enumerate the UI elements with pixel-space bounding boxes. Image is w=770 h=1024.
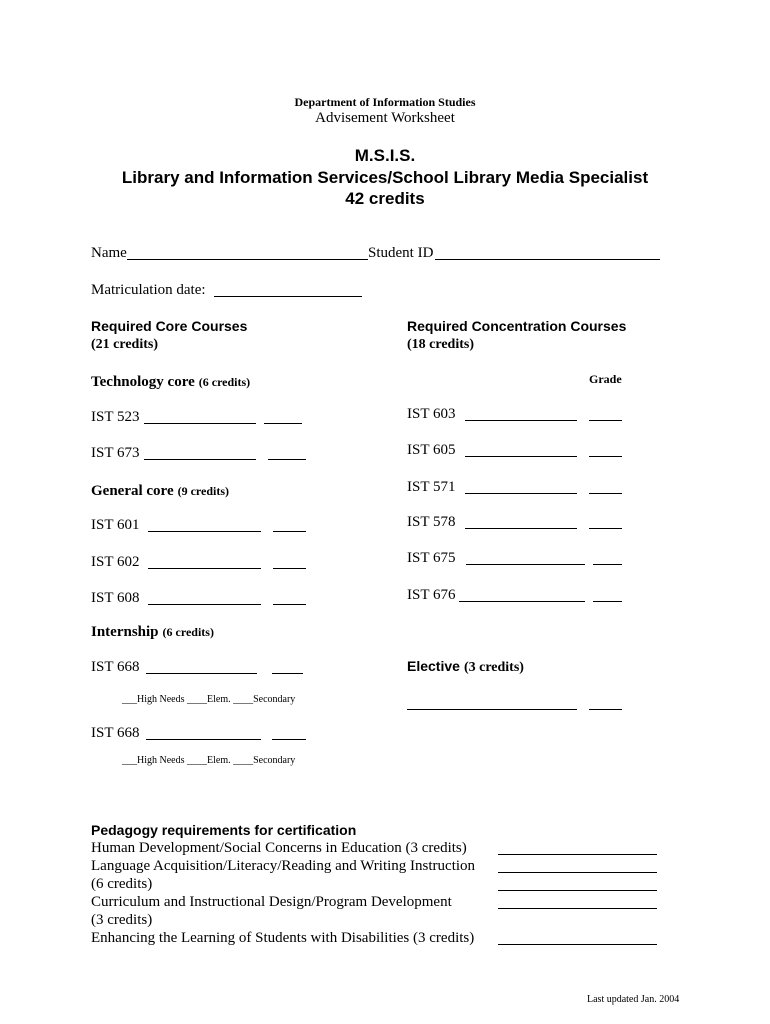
ist-602-grade-field[interactable]	[273, 568, 306, 569]
course-ist-676: IST 676	[407, 587, 456, 603]
ist-601-grade-field[interactable]	[273, 531, 306, 532]
course-ist-603: IST 603	[407, 406, 456, 422]
ist-668-b-grade-field[interactable]	[272, 739, 306, 740]
course-ist-668-a: IST 668	[91, 659, 140, 675]
elective-grade-field[interactable]	[589, 709, 622, 710]
ist-578-semester-field[interactable]	[465, 528, 577, 529]
ist-675-semester-field[interactable]	[466, 564, 585, 565]
course-ist-523: IST 523	[91, 409, 140, 425]
matriculation-field[interactable]	[214, 296, 362, 297]
pedagogy-blank-field[interactable]	[498, 890, 657, 891]
course-ist-605: IST 605	[407, 442, 456, 458]
ist-673-grade-field[interactable]	[268, 459, 306, 460]
technology-core-heading: Technology core (6 credits)	[91, 374, 251, 390]
course-ist-675: IST 675	[407, 550, 456, 566]
concentration-credits: (18 credits)	[407, 337, 474, 352]
internship-options-a: ___High Needs ____Elem. ____Secondary	[122, 694, 296, 705]
ist-605-semester-field[interactable]	[465, 456, 577, 457]
elective-course-field[interactable]	[407, 709, 577, 710]
student-id-label: Student ID	[368, 245, 434, 261]
pedagogy-human-development: Human Development/Social Concerns in Education (3 credits)	[91, 840, 467, 856]
department-title: Department of Information Studies	[294, 95, 476, 109]
core-courses-heading: Required Core Courses	[91, 318, 248, 334]
pedagogy-language-acquisition-credits: (6 credits)	[91, 876, 153, 892]
ist-673-semester-field[interactable]	[144, 459, 256, 460]
student-id-field[interactable]	[435, 259, 660, 260]
concentration-heading: Required Concentration Courses	[407, 318, 627, 334]
pedagogy-language-acquisition-field[interactable]	[498, 872, 657, 873]
program-title: Library and Information Services/School Library Media Specialist	[121, 168, 649, 187]
ist-668-b-semester-field[interactable]	[146, 739, 261, 740]
ist-675-grade-field[interactable]	[593, 564, 622, 565]
total-credits: 42 credits	[345, 189, 425, 208]
pedagogy-disabilities: Enhancing the Learning of Students with Disabilities (3 credits)	[91, 930, 475, 946]
course-ist-602: IST 602	[91, 554, 140, 570]
elective-heading: Elective (3 credits)	[407, 658, 524, 675]
ist-523-grade-field[interactable]	[264, 423, 302, 424]
course-ist-601: IST 601	[91, 517, 140, 533]
ist-603-semester-field[interactable]	[465, 420, 577, 421]
ist-603-grade-field[interactable]	[589, 420, 622, 421]
course-ist-668-b: IST 668	[91, 725, 140, 741]
core-courses-credits: (21 credits)	[91, 337, 158, 352]
pedagogy-language-acquisition: Language Acquisition/Literacy/Reading and Writing Instruction	[91, 858, 476, 874]
ist-571-grade-field[interactable]	[589, 493, 622, 494]
matriculation-label: Matriculation date:	[91, 282, 206, 298]
course-ist-578: IST 578	[407, 514, 456, 530]
ist-668-a-semester-field[interactable]	[146, 673, 257, 674]
ist-602-semester-field[interactable]	[148, 568, 261, 569]
grade-label: Grade	[589, 372, 622, 386]
internship-heading: Internship (6 credits)	[91, 624, 214, 640]
pedagogy-heading: Pedagogy requirements for certification	[91, 822, 357, 838]
course-ist-571: IST 571	[407, 479, 456, 495]
degree-title: M.S.I.S.	[354, 146, 416, 165]
pedagogy-human-development-field[interactable]	[498, 854, 657, 855]
course-ist-608: IST 608	[91, 590, 140, 606]
pedagogy-curriculum-field[interactable]	[498, 908, 657, 909]
internship-options-b: ___High Needs ____Elem. ____Secondary	[122, 755, 296, 766]
ist-523-semester-field[interactable]	[144, 423, 256, 424]
ist-668-a-grade-field[interactable]	[272, 673, 303, 674]
course-ist-673: IST 673	[91, 445, 140, 461]
general-core-heading: General core (9 credits)	[91, 483, 230, 499]
ist-676-grade-field[interactable]	[593, 601, 622, 602]
ist-608-semester-field[interactable]	[148, 604, 261, 605]
ist-578-grade-field[interactable]	[589, 528, 622, 529]
pedagogy-curriculum: Curriculum and Instructional Design/Program Development	[91, 894, 452, 910]
worksheet-subtitle: Advisement Worksheet	[315, 110, 455, 126]
ist-605-grade-field[interactable]	[589, 456, 622, 457]
pedagogy-curriculum-credits: (3 credits)	[91, 912, 153, 928]
pedagogy-disabilities-field[interactable]	[498, 944, 657, 945]
ist-608-grade-field[interactable]	[273, 604, 306, 605]
ist-676-semester-field[interactable]	[459, 601, 585, 602]
name-label: Name	[91, 245, 127, 261]
last-updated: Last updated Jan. 2004	[587, 994, 680, 1005]
ist-601-semester-field[interactable]	[148, 531, 261, 532]
name-field[interactable]	[127, 259, 368, 260]
ist-571-semester-field[interactable]	[465, 493, 577, 494]
